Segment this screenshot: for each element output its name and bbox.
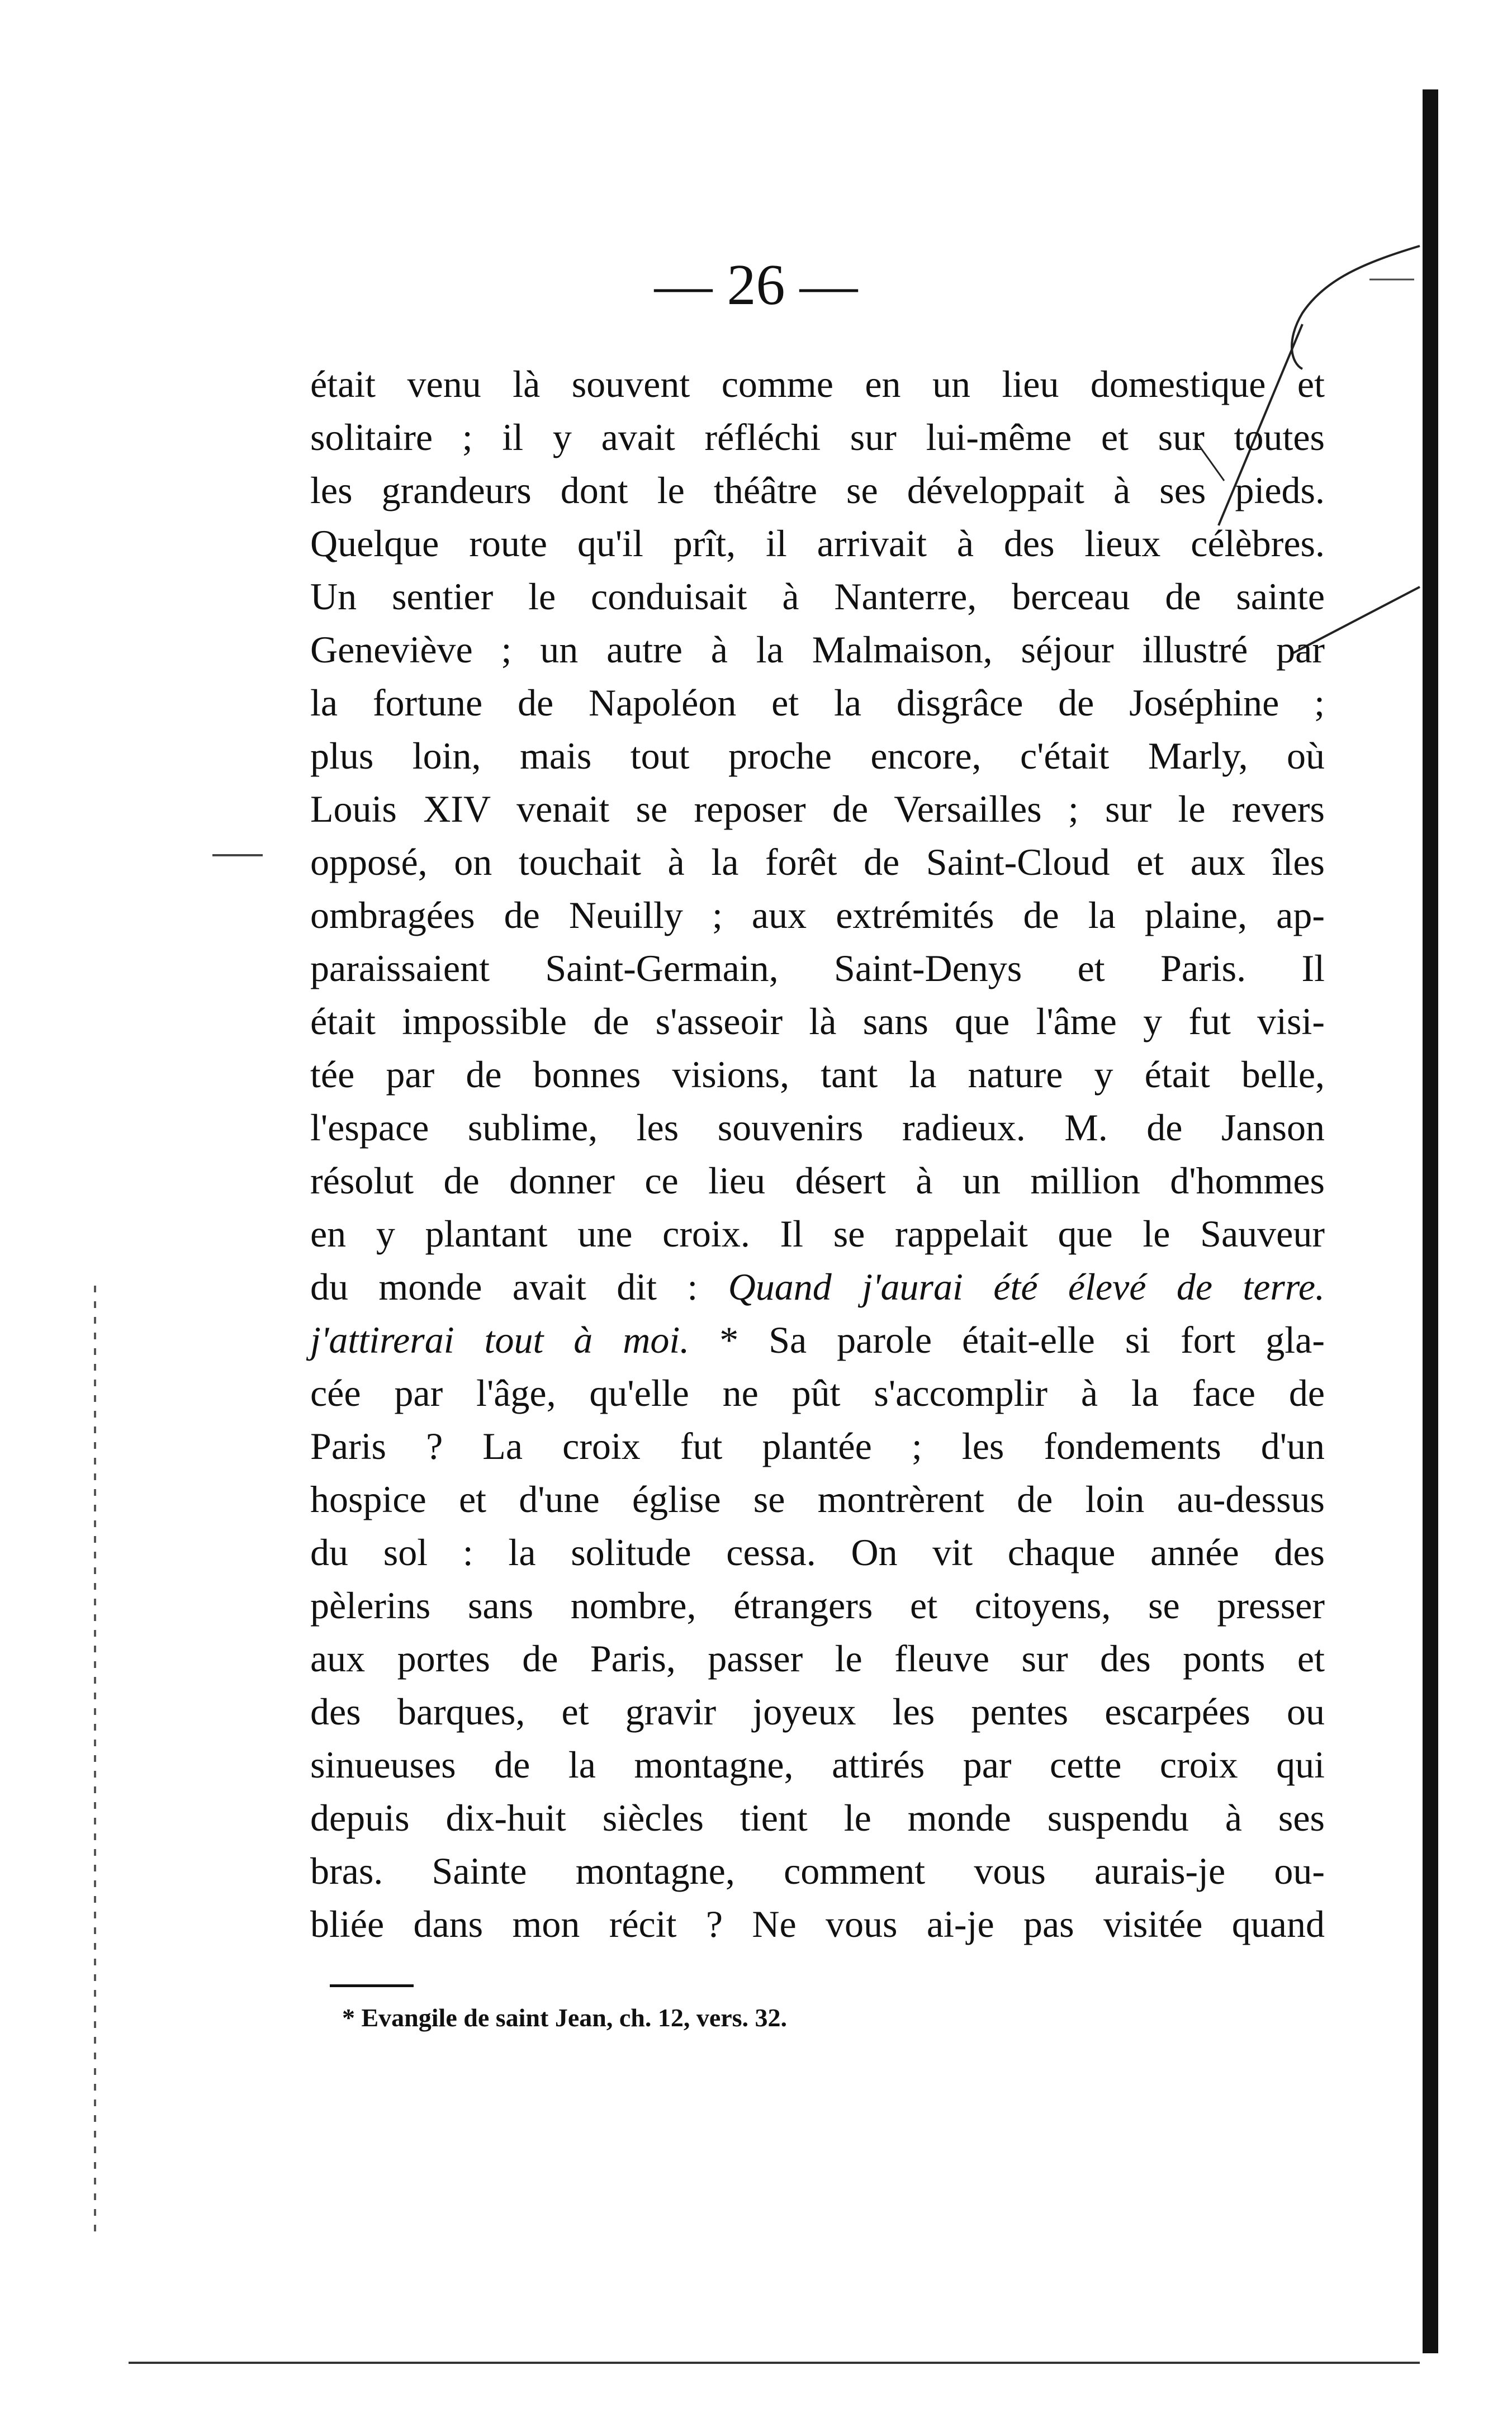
text-line: était impossible de s'asseoir là sans que l'âme y fut visi- bbox=[310, 1000, 1325, 1042]
footnote-rule bbox=[330, 1984, 414, 1987]
text-line: des barques, et gravir joyeux les pentes escarpées ou bbox=[310, 1690, 1325, 1733]
text-line-quote-1 bbox=[310, 1260, 1325, 1314]
text-line: Louis XIV venait se reposer de Versailles ; sur le revers bbox=[310, 788, 1325, 830]
text-line-quote-2 bbox=[310, 1314, 1325, 1367]
text-line: était venu là souvent comme en un lieu domestique et bbox=[310, 363, 1325, 405]
text-line: du sol : la solitude cessa. On vit chaque année des bbox=[310, 1531, 1325, 1574]
page-number: — 26 — bbox=[654, 253, 858, 317]
text-line: solitaire ; il y avait réfléchi sur lui-même et sur toutes bbox=[310, 416, 1325, 458]
text-line: ombragées de Neuilly ; aux extrémités de la plaine, ap- bbox=[310, 894, 1325, 936]
text-line: les grandeurs dont le théâtre se développait à ses pieds. bbox=[310, 469, 1325, 511]
text-line: Geneviève ; un autre à la Malmaison, séjour illustré par bbox=[310, 628, 1325, 671]
text-line: Paris ? La croix fut plantée ; les fondements d'un bbox=[310, 1425, 1325, 1467]
footnote: * Evangile de saint Jean, ch. 12, vers. 32. bbox=[342, 2003, 788, 2032]
text-line: résolut de donner ce lieu désert à un million d'hommes bbox=[310, 1159, 1325, 1202]
scripture-quote: Quand j'aurai été élevé de terre. bbox=[728, 1266, 1325, 1308]
text-line: bras. Sainte montagne, comment vous aurais-je ou- bbox=[310, 1850, 1325, 1892]
text-line: plus loin, mais tout proche encore, c'était Marly, où bbox=[310, 734, 1325, 777]
text-line: depuis dix-huit siècles tient le monde suspendu à ses bbox=[310, 1797, 1325, 1839]
text-line: bliée dans mon récit ? Ne vous ai-je pas visitée quand bbox=[310, 1903, 1325, 1945]
text-line: Un sentier le conduisait à Nanterre, berceau de sainte bbox=[310, 575, 1325, 618]
text-line: cée par l'âge, qu'elle ne pût s'accomplir à la face de bbox=[310, 1372, 1325, 1414]
text-line: pèlerins sans nombre, étrangers et citoyens, se presser bbox=[310, 1584, 1325, 1627]
text-line: hospice et d'une église se montrèrent de loin au-dessus bbox=[310, 1478, 1325, 1520]
body-text bbox=[310, 358, 1325, 1951]
text-line: paraissaient Saint-Germain, Saint-Denys et Paris. Il bbox=[310, 947, 1325, 989]
text-line: tée par de bonnes visions, tant la nature y était belle, bbox=[310, 1053, 1325, 1096]
quote-prefix: du monde avait dit : bbox=[310, 1266, 698, 1308]
text-line: sinueuses de la montagne, attirés par cette croix qui bbox=[310, 1743, 1325, 1786]
text-line: aux portes de Paris, passer le fleuve sur des ponts et bbox=[310, 1637, 1325, 1680]
text-line: en y plantant une croix. Il se rappelait que le Sauveur bbox=[310, 1212, 1325, 1255]
scripture-quote: j'attirerai tout à moi. bbox=[310, 1319, 690, 1361]
text-line: la fortune de Napoléon et la disgrâce de Joséphine ; bbox=[310, 681, 1325, 724]
quote-continuation: * Sa parole était-elle si fort gla- bbox=[719, 1319, 1325, 1361]
text-line: Quelque route qu'il prît, il arrivait à des lieux célèbres. bbox=[310, 522, 1325, 565]
text-line: l'espace sublime, les souvenirs radieux. M. de Janson bbox=[310, 1106, 1325, 1149]
text-line: opposé, on touchait à la forêt de Saint-Cloud et aux îles bbox=[310, 841, 1325, 883]
